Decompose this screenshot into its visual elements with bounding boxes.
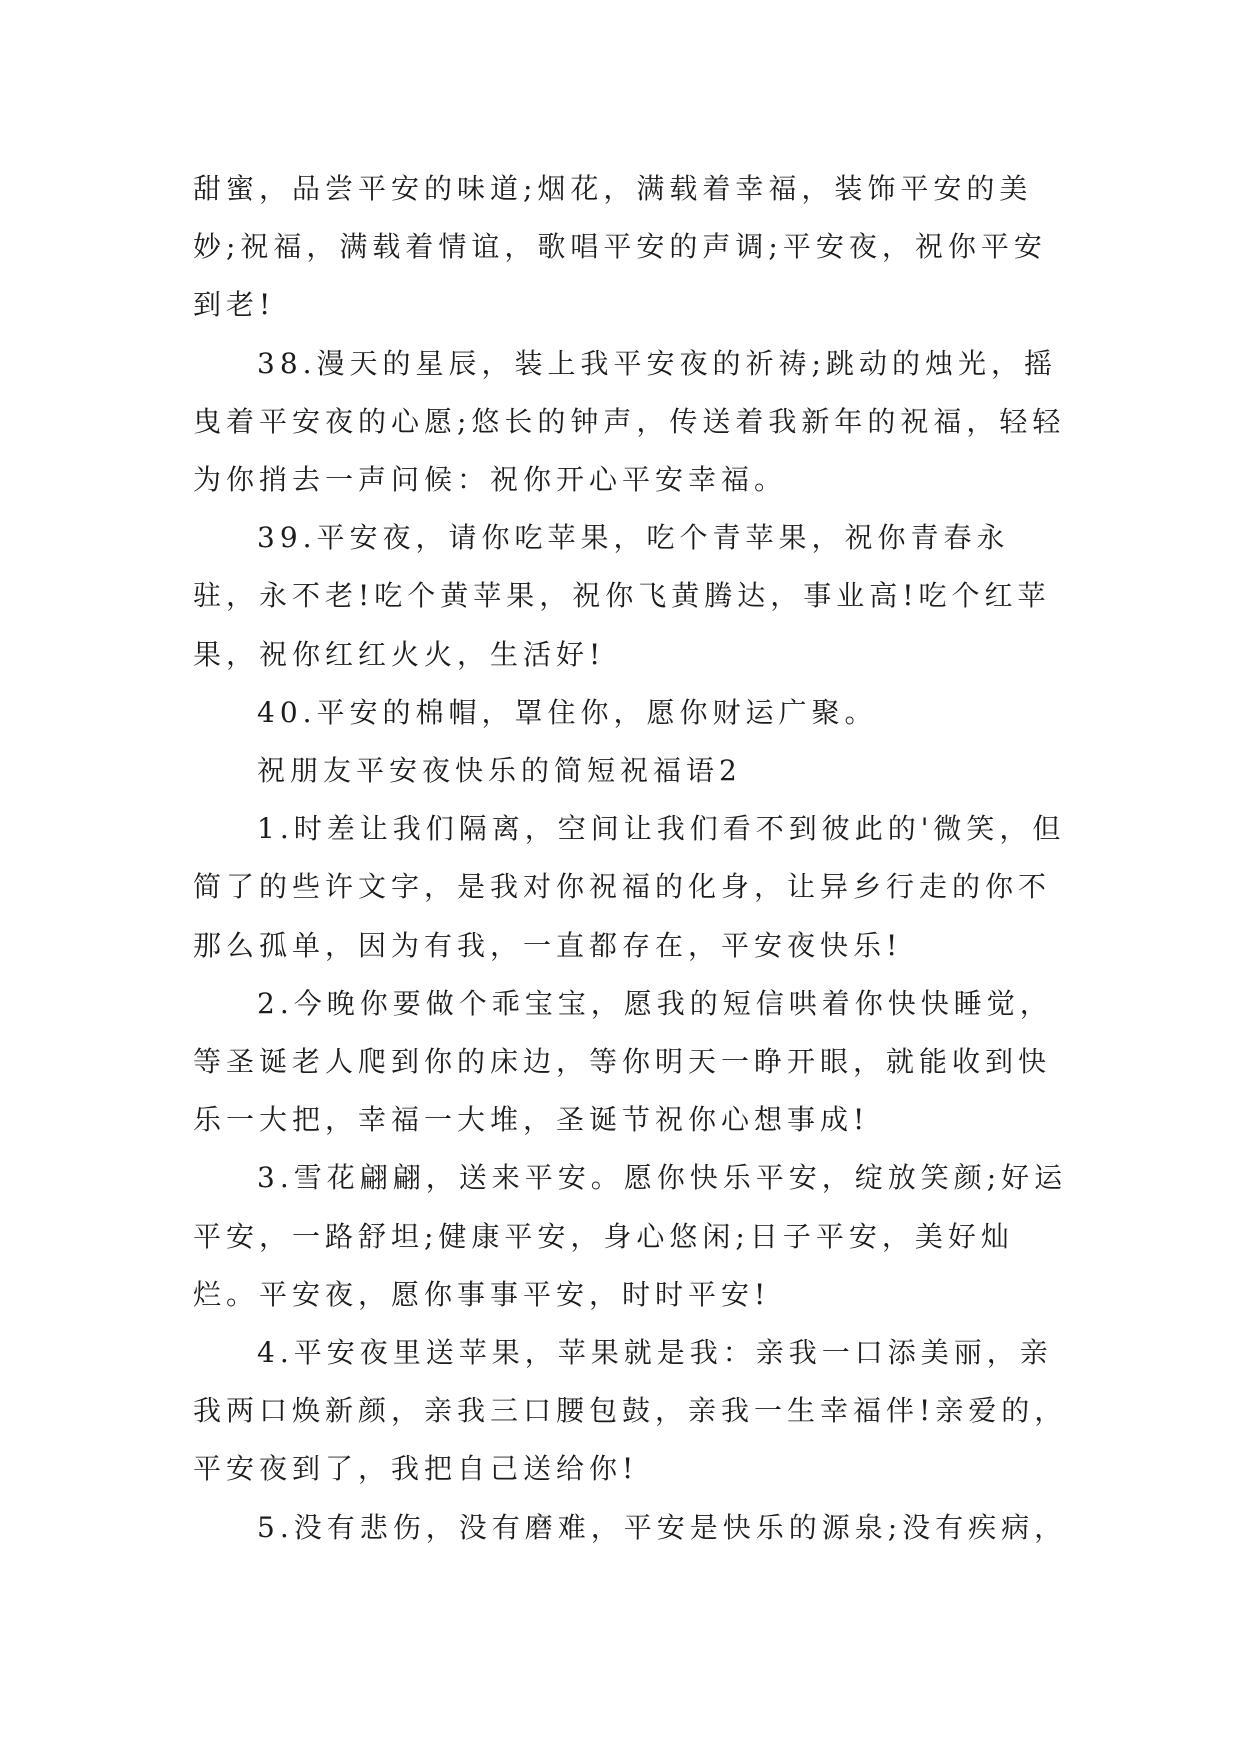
paragraph-8: 4.平安夜里送苹果，苹果就是我：亲我一口添美丽，亲我两口焕新颜，亲我三口腰包鼓，亲我一生幸福伴!亲爱的，平安夜到了，我把自己送给你! bbox=[193, 1336, 1068, 1486]
paragraph-1: 38.漫天的星辰，装上我平安夜的祈祷;跳动的烛光，摇曳着平安夜的心愿;悠长的钟声，传送着我新年的祝福，轻轻为你捎去一声问候：祝你开心平安幸福。 bbox=[193, 346, 1066, 497]
document-body bbox=[193, 160, 1073, 1557]
paragraph-2: 39.平安夜，请你吃苹果，吃个青苹果，祝你青春永驻，永不老!吃个黄苹果，祝你飞黄腾达，事业高!吃个红苹果，祝你红红火火，生活好! bbox=[193, 521, 1051, 671]
paragraph-5: 1.时差让我们隔离，空间让我们看不到彼此的'微笑，但简了的些许文字，是我对你祝福的化身，让异乡行走的你不那么孤单，因为有我，一直都存在，平安夜快乐! bbox=[193, 812, 1066, 962]
paragraph-3: 40.平安的棉帽，罩住你，愿你财运广聚。 bbox=[257, 695, 878, 729]
paragraph-7: 3.雪花翩翩，送来平安。愿你快乐平安，绽放笑颜;好运平安，一路舒坦;健康平安，身心悠闲;日子平安，美好灿烂。平安夜，愿你事事平安，时时平安! bbox=[193, 1161, 1068, 1311]
section-heading: 祝朋友平安夜快乐的简短祝福语2 bbox=[257, 754, 742, 788]
paragraph-9: 5.没有悲伤，没有磨难，平安是快乐的源泉;没有疾病， bbox=[257, 1510, 1068, 1544]
paragraph-0: 甜蜜，品尝平安的味道;烟花，满载着幸福，装饰平安的美妙;祝福，满载着情谊，歌唱平安的声调;平安夜，祝你平安到老! bbox=[193, 172, 1047, 322]
paragraph-6: 2.今晚你要做个乖宝宝，愿我的短信哄着你快快睡觉，等圣诞老人爬到你的床边，等你明天一睁开眼，就能收到快乐一大把，幸福一大堆，圣诞节祝你心想事成! bbox=[193, 986, 1053, 1137]
